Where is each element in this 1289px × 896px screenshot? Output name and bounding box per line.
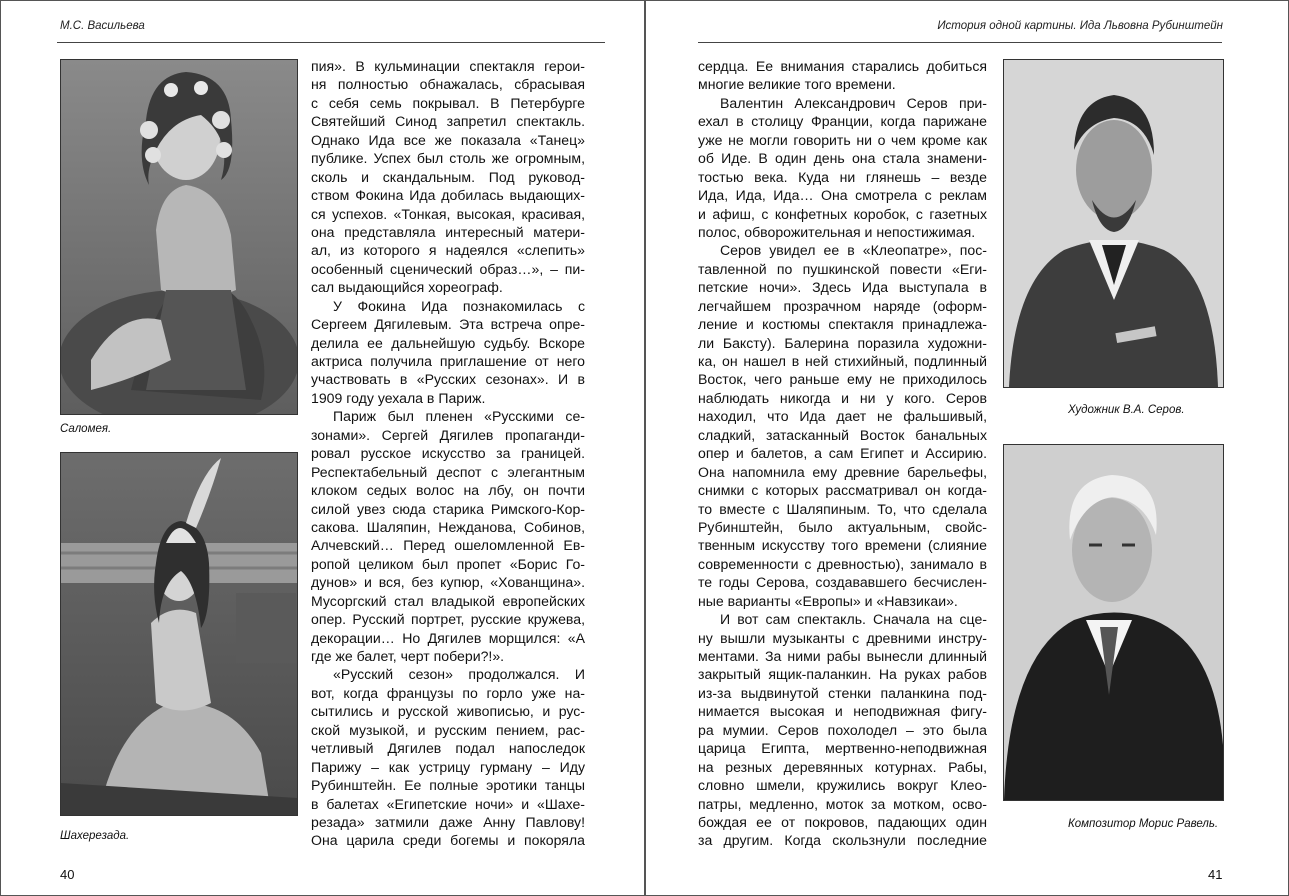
text-line: Валентин Александрович Серов при- — [720, 94, 987, 111]
text-line: ской музыкой, и русским пением, рас- — [311, 721, 585, 738]
text-line: клоком седых волос на лбу, он почти — [311, 482, 585, 499]
left-header-rule — [57, 42, 605, 43]
text-line: ся успехов. «Тонкая, высокая, красивая, — [311, 205, 585, 222]
text-line: «Русский сезон» продолжался. И — [333, 666, 585, 683]
text-line: находил, что Ида дает не фальшивый, — [698, 408, 987, 425]
right-header-rule — [698, 42, 1222, 43]
text-line: сладкий, затасканный Восток банальных — [698, 426, 987, 443]
left-text-column — [311, 57, 585, 850]
text-line: дунов» и вся, без купюр, «Хованщина». — [311, 574, 585, 591]
text-line: актриса получила приглашение от него — [311, 353, 585, 369]
text-line: Восток, чего раньше ему не приходилось — [698, 371, 987, 388]
text-line: Рубинштейн, было актуальным, свойс- — [698, 518, 987, 535]
text-line: ством Фокина Ида добилась выдающих- — [311, 187, 585, 204]
photo-serov-icon — [1004, 60, 1223, 387]
text-line: тостью века. Куда ни глянешь – везде — [698, 168, 987, 185]
text-line: ка, он нашел в ней стихийный, подлинный — [698, 353, 987, 369]
text-line: ментами. За ними рабы вынесли длинный — [698, 648, 987, 664]
text-line: ра мумии. Серов похолодел – это была — [698, 721, 987, 738]
text-line: в балетах «Египетские ночи» и «Шахе- — [311, 795, 585, 812]
text-line: ропой целиком был пропет «Борис Го- — [311, 555, 585, 572]
text-line: сал выдающийся хореограф. — [311, 279, 503, 296]
text-line: Алчевский… Перед ошеломленной Ев- — [311, 537, 585, 554]
text-line: Она царила среди богемы и покоряла — [311, 832, 585, 849]
text-line: Мусоргский стал владыкой европейских — [311, 592, 585, 609]
text-line: ли Баксту). Балерина поразила художни- — [698, 334, 987, 351]
left-running-head: М.С. Васильева — [60, 20, 145, 32]
text-line: ехал в столицу Франции, когда парижане — [698, 113, 987, 130]
text-line: царица Египта, мертвенно-неподвижная — [698, 740, 987, 757]
text-line: 1909 году уехала в Париж. — [311, 389, 486, 406]
text-line: Сергеем Дягилевым. Эта встреча опре- — [311, 316, 585, 333]
text-line: Серов увидел ее в «Клеопатре», пос- — [720, 242, 987, 259]
text-line: четливый Дягилев подал напоследок — [311, 740, 585, 757]
text-line: бождая ее от покровов, падающих один — [698, 813, 987, 830]
text-line: ровал русское искусство за границей. — [311, 445, 585, 462]
text-line: где же балет, черт побери?!». — [311, 648, 505, 664]
text-line: сытились и русской живописью, и рус- — [311, 703, 585, 720]
text-line: ня полностью обнажалась, сбрасывая — [311, 76, 585, 93]
text-line: силой увез сюда старика Римского-Кор- — [311, 500, 585, 517]
photo-salome-icon — [61, 60, 297, 414]
text-line: словно шмели, кружились вокруг Клео- — [698, 777, 987, 794]
scheherazade-photo — [60, 452, 298, 816]
photo-ravel-icon — [1004, 445, 1223, 800]
text-line: Респектабельный деспот с элегантным — [311, 463, 585, 480]
text-line: Она напомнила ему древние барельефы, — [698, 463, 987, 480]
text-line: Рубинштейн. Ее полные эротики танцы — [311, 777, 585, 794]
serov-photo — [1003, 59, 1224, 388]
text-line: полос, обворожительная и непостижимая. — [698, 223, 976, 240]
serov-caption: Художник В.А. Серов. — [1068, 404, 1185, 416]
text-line: опер и балетов, а сам Египет и Ассирию. — [698, 445, 987, 462]
text-line: снимки с которых рассматривал он когда- — [698, 482, 987, 499]
ravel-photo — [1003, 444, 1224, 801]
text-line: ные варианты «Европы» и «Навзикаи». — [698, 592, 958, 609]
text-line: многие великие того времени. — [698, 76, 896, 93]
text-line: И вот сам спектакль. Сначала на сце- — [720, 611, 987, 628]
text-line: об Иде. В один день она стала знамени- — [698, 150, 987, 167]
text-line: участвовать в «Русских сезонах». И в — [311, 371, 585, 388]
text-line: с себя семь покрывал. В Петербурге — [311, 94, 585, 111]
text-line: на резных деревянных котурнах. Рабы, — [698, 758, 987, 775]
text-line: Святейший Синод запретил спектакль. — [311, 113, 585, 130]
text-line: ну вышли музыканты с древними инстру- — [698, 629, 987, 646]
text-line: те годы Серова, создававшего бесчислен- — [698, 574, 987, 591]
salome-photo — [60, 59, 298, 415]
text-line: декорации… Но Дягилев морщился: «А — [311, 629, 585, 646]
scheherazade-caption: Шахерезада. — [60, 830, 130, 842]
text-line: она представляла интересный матери- — [311, 223, 585, 240]
text-line: и афиш, с конфетных коробок, с газетных — [698, 205, 987, 222]
text-line: наблюдать никогда и ни у кого. Серов — [698, 389, 987, 406]
text-line: нимается высокая и неподвижная фигу- — [698, 703, 987, 720]
text-line: ление и костюмы спектакля принадлежа- — [698, 316, 987, 333]
text-line: Париж был пленен «Русскими се- — [333, 408, 585, 425]
text-line: У Фокина Ида познакомилась с — [333, 297, 585, 314]
text-line: закрытый ящик-паланкин. На руках рабов — [698, 666, 987, 683]
left-page-number: 40 — [60, 867, 75, 882]
text-line: легчайшем прозрачном наряде (оформ- — [698, 297, 987, 314]
text-line: пия». В кульминации спектакля герои- — [311, 58, 585, 74]
text-line: тавленной по пушкинской повести «Еги- — [698, 260, 987, 277]
text-line: Ида, Ида, Ида… Она смотрела с реклам — [698, 187, 987, 204]
photo-scheherazade-icon — [61, 453, 297, 815]
text-line: сколь и скандальным. Под руковод- — [311, 168, 585, 185]
text-line: за другим. Когда скользнули последние — [698, 832, 987, 849]
text-line: публике. Успех был столь же огромным, — [311, 150, 585, 167]
right-text-column — [698, 57, 987, 850]
right-running-head: История одной картины. Ида Львовна Рубинштейн — [937, 20, 1223, 32]
text-line: Парижу – как устрицу гурману – Иду — [311, 758, 585, 775]
text-line: сердца. Ее внимания старались добиться — [698, 58, 987, 74]
text-line: сакова. Шаляпин, Нежданова, Собинов, — [311, 518, 585, 535]
text-line: особенный сценический образ…», – пи- — [311, 260, 585, 277]
text-line: петские ночи». Здесь Ида выступала в — [698, 279, 987, 296]
text-line: твенным искусству того времени (слияние — [698, 537, 987, 554]
text-line: современности с древностью), занимало в — [698, 555, 987, 572]
text-line: резада» затмили даже Анну Павлову! — [311, 813, 585, 830]
text-line: вот, когда французы по горло уже на- — [311, 684, 585, 701]
text-line: уже не могли говорить ни о чем кроме как — [698, 131, 987, 148]
text-line: Однако Ида все же показала «Танец» — [311, 131, 585, 148]
text-line: зонами». Сергей Дягилев пропаганди- — [311, 426, 585, 443]
text-line: из-за выдвинутой стенки паланкина под- — [698, 684, 987, 701]
text-line: опер. Русский портрет, русские кружева, — [311, 611, 585, 628]
text-line: то вместе с Шаляпиным. То, что сделала — [698, 500, 987, 517]
right-page-number: 41 — [1208, 867, 1223, 882]
ravel-caption: Композитор Морис Равель. — [1068, 818, 1219, 830]
text-line: делила ее дальнейшую судьбу. Вскоре — [311, 334, 585, 351]
salome-caption: Саломея. — [60, 423, 112, 435]
text-line: ал, из которого я надеялся «слепить» — [311, 242, 585, 259]
text-line: патры, медленно, моток за мотком, осво- — [698, 795, 987, 812]
